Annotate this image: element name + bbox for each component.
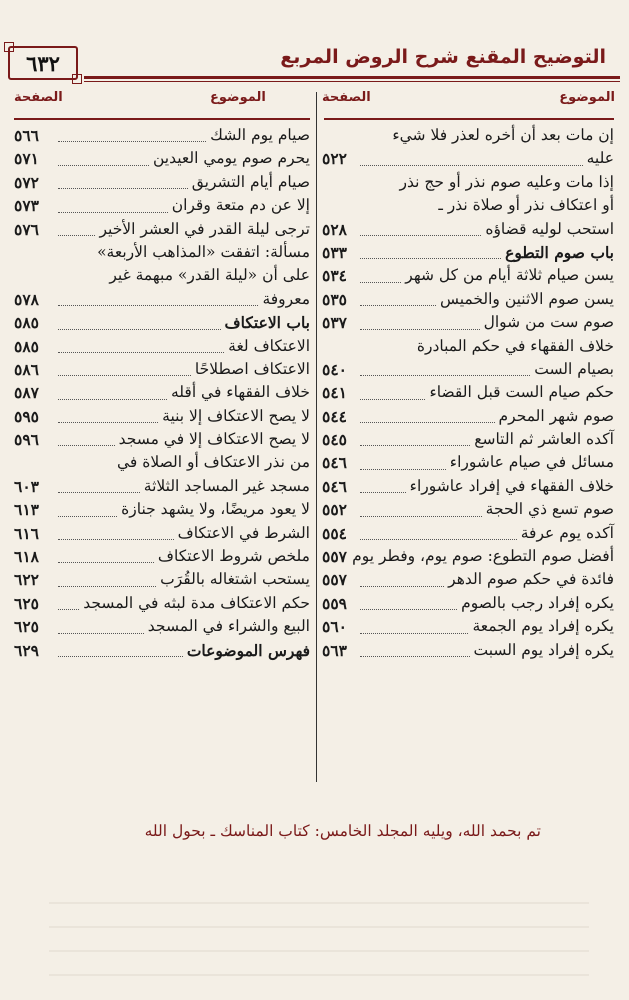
toc-entry-page: ٥٧١ [14,149,39,169]
toc-entry-page: ٥٤٠ [322,359,347,379]
toc-entry-page: ٥٤٦ [322,476,347,496]
toc-entry-title: معروفة [262,289,310,308]
toc-entry-title: حكم الاعتكاف مدة لبثه في المسجد [83,593,310,612]
toc-entry-page: ٥٨٦ [14,359,39,379]
toc-entry [324,381,614,404]
toc-entry-title: فائدة في حكم صوم الدهر [448,570,614,589]
right-page-heading: الصفحة [322,90,371,105]
toc-entry [324,288,614,311]
toc-entry-title: لا يصح الاعتكاف إلا في مسجد [118,430,310,449]
toc-entry [324,568,614,591]
toc-entry-title: الاعتكاف اصطلاحًا [194,359,310,378]
dot-leader [360,165,583,166]
toc-entry-title: صوم ست من شوال [483,313,614,332]
toc-entry [324,615,614,638]
toc-entry-page: ٥٣٧ [322,313,347,333]
dot-leader [360,305,436,306]
toc-entry [14,311,310,334]
toc-entry-title: فهرس الموضوعات [186,640,310,660]
toc-entry [14,147,310,170]
toc-entry-page: ٥٩٦ [14,430,39,450]
toc-entry-page: ٥٥٢ [322,500,347,520]
right-toc-column [324,124,614,662]
toc-entry-page: ٥٥٩ [322,593,347,613]
dot-leader [360,633,468,634]
toc-entry [324,498,614,521]
toc-entry-title: آكده يوم عرفة [520,523,614,542]
toc-entry [324,358,614,381]
toc-entry-page: ٥٨٥ [14,313,39,333]
toc-entry [14,592,310,615]
toc-entry [324,171,614,194]
dot-leader [360,235,481,236]
toc-entry-title: خلاف الفقهاء في حكم المبادرة [416,336,614,355]
toc-entry [324,475,614,498]
toc-entry [14,218,310,241]
dot-leader [360,422,495,423]
dot-leader [58,586,156,587]
dot-leader [58,375,191,376]
dot-leader [58,422,158,423]
closing-note: تم بحمد الله، ويليه المجلد الخامس: كتاب المناسك ـ بحول الله [144,822,541,840]
dot-leader [58,352,224,353]
dot-leader [360,539,517,540]
header-rule-thin [84,81,620,82]
toc-entry-page: ٦١٦ [14,523,39,543]
page-header [8,40,620,84]
dot-leader [360,445,470,446]
dot-leader [360,609,457,610]
toc-entry-page: ٥٨٥ [14,336,39,356]
dot-leader [360,469,446,470]
left-page-heading: الصفحة [14,90,63,105]
toc-entry [324,218,614,241]
dot-leader [360,258,501,259]
toc-entry-page: ٥٨٧ [14,383,39,403]
toc-entry [14,171,310,194]
toc-entry [324,241,614,264]
toc-entry-title: يستحب اشتغاله بالقُرَب [160,570,310,589]
toc-entry-title: أفضل صوم التطوع: صوم يوم، وفطر يوم [352,547,614,566]
toc-entry [324,311,614,334]
toc-entry [324,264,614,287]
toc-entry [324,545,614,568]
toc-entry [324,335,614,358]
toc-entry [324,124,614,147]
toc-entry-page: ٦٢٥ [14,593,39,613]
toc-entry-title: عليه [586,149,614,168]
toc-entry-page: ٦١٣ [14,500,39,520]
toc-entry-title: يكره إفراد رجب بالصوم [461,593,614,612]
toc-entry-page: ٥٣٣ [322,242,347,262]
toc-entry [14,405,310,428]
toc-entry [324,451,614,474]
toc-entry [14,639,310,662]
right-topic-heading: الموضوع [559,90,615,105]
toc-entry-title: بصيام الست [534,359,614,378]
dot-leader [58,516,117,517]
dot-leader [360,399,425,400]
toc-entry-title: البيع والشراء في المسجد [147,617,310,636]
toc-entry [324,592,614,615]
running-title: التوضيح المقنع شرح الروض المربع [280,46,606,68]
toc-entry-title: باب صوم التطوع [505,242,614,262]
toc-entry-title: مسائل في صيام عاشوراء [449,453,614,472]
toc-entry [324,428,614,451]
dot-leader [360,586,444,587]
toc-entry-page: ٥٧٦ [14,219,39,239]
toc-entry-page: ٥٢٨ [322,219,347,239]
toc-entry-title: يسن صوم الاثنين والخميس [439,289,614,308]
page-number: ٦٣٢ [8,46,78,80]
dot-leader [58,212,168,213]
toc-entry-title: استحب لوليه قضاؤه [485,219,614,238]
toc-entry-title: الشرط في الاعتكاف [177,523,310,542]
dot-leader [360,492,406,493]
dot-leader [58,492,140,493]
column-divider [316,92,317,782]
dot-leader [58,141,206,142]
toc-entry-page: ٥٦٠ [322,617,347,637]
dot-leader [58,399,167,400]
toc-entry-page: ٦١٨ [14,547,39,567]
toc-entry-title: باب الاعتكاف [224,313,310,333]
toc-entry [324,522,614,545]
toc-entry [14,194,310,217]
toc-entry-title: مسألة: اتفقت «المذاهب الأربعة» [97,242,310,261]
toc-entry-title: خلاف الفقهاء في إفراد عاشوراء [409,476,614,495]
dot-leader [58,609,79,610]
bleed-through-texture [49,880,589,980]
toc-entry [14,545,310,568]
toc-entry-title: حكم صيام الست قبل القضاء [429,383,614,402]
toc-entry-page: ٦٢٩ [14,640,39,660]
toc-entry-page: ٥٧٨ [14,289,39,309]
toc-entry-title: لا يصح الاعتكاف إلا بنية [162,406,310,425]
toc-entry [14,241,310,264]
dot-leader [58,188,188,189]
toc-entry-page: ٥٥٤ [322,523,347,543]
toc-entry [14,264,310,287]
toc-entry [14,522,310,545]
toc-entry [14,288,310,311]
toc-entry-title: من نذر الاعتكاف أو الصلاة في [116,453,310,472]
dot-leader [58,445,115,446]
toc-entry [324,147,614,170]
dot-leader [58,235,95,236]
toc-entry [14,358,310,381]
dot-leader [360,282,401,283]
toc-entry-page: ٥٩٥ [14,406,39,426]
toc-entry-title: أو اعتكاف نذر أو صلاة نذر ـ [438,196,614,215]
toc-entry-title: إلا عن دم متعة وقران [171,196,310,215]
dot-leader [58,539,174,540]
toc-entry-page: ٦٠٣ [14,476,39,496]
dot-leader [58,562,154,563]
dot-leader [360,656,470,657]
toc-entry-page: ٥٢٢ [322,149,347,169]
toc-entry-page: ٦٢٥ [14,617,39,637]
toc-entry-title: يسن صيام ثلاثة أيام من كل شهر [405,266,614,285]
left-topic-heading: الموضوع [210,90,266,105]
toc-entry-page: ٥٤٦ [322,453,347,473]
toc-entry [14,381,310,404]
toc-entry [14,335,310,358]
toc-entry [14,451,310,474]
toc-entry-title: إذا مات وعليه صوم نذر أو حج نذر [399,172,614,191]
toc-entry-title: مسجد غير المساجد الثلاثة [143,476,310,495]
dot-leader [360,329,480,330]
toc-entry-title: الاعتكاف لغة [228,336,310,355]
toc-entry-page: ٦٢٢ [14,570,39,590]
toc-entry-title: يحرم صوم يومي العيدين [153,149,310,168]
dot-leader [360,375,530,376]
toc-entry-title: لا يعود مريضًا، ولا يشهد جنازة [121,500,310,519]
dot-leader [58,633,144,634]
toc-entry-page: ٥٧٣ [14,196,39,216]
dot-leader [58,165,149,166]
dot-leader [58,305,258,306]
toc-entry [14,475,310,498]
toc-entry-title: يكره إفراد يوم الجمعة [472,617,614,636]
toc-entry-page: ٥٥٧ [322,547,347,567]
toc-entry-title: خلاف الفقهاء في أقله [170,383,310,402]
toc-entry-title: صوم شهر المحرم [498,406,614,425]
toc-entry-page: ٥٦٣ [322,640,347,660]
dot-leader [58,656,183,657]
toc-entry [14,568,310,591]
toc-entry [14,124,310,147]
toc-entry-page: ٥٥٧ [322,570,347,590]
left-column-rule [14,118,310,120]
toc-entry-title: ملخص شروط الاعتكاف [157,547,310,566]
toc-entry [14,428,310,451]
toc-entry [14,615,310,638]
toc-entry-page: ٥٤٥ [322,430,347,450]
dot-leader [360,516,482,517]
toc-entry-title: ترجى ليلة القدر في العشر الأخير [99,219,310,238]
toc-entry-page: ٥٧٢ [14,172,39,192]
toc-entry-page: ٥٣٥ [322,289,347,309]
toc-entry [324,639,614,662]
right-column-rule [324,118,614,120]
dot-leader [58,329,221,330]
toc-entry-page: ٥٣٤ [322,266,347,286]
toc-entry-title: صيام يوم الشك [210,126,310,144]
toc-entry-title: يكره إفراد يوم السبت [473,640,614,659]
toc-entry [324,194,614,217]
left-toc-column [14,124,310,662]
toc-entry-title: آكده العاشر ثم التاسع [474,430,614,449]
toc-entry-page: ٥٤٤ [322,406,347,426]
toc-entry-page: ٥٦٦ [14,126,39,145]
toc-entry-title: إن مات بعد أن أخره لعذر فلا شيء [392,126,614,144]
toc-entry-title: صيام أيام التشريق [191,172,310,191]
header-rule [84,76,620,79]
toc-entry [14,498,310,521]
toc-entry [324,405,614,428]
toc-entry-title: على أن «ليلة القدر» مبهمة غير [109,266,310,285]
toc-entry-title: صوم تسع ذي الحجة [485,500,614,519]
toc-entry-page: ٥٤١ [322,383,347,403]
